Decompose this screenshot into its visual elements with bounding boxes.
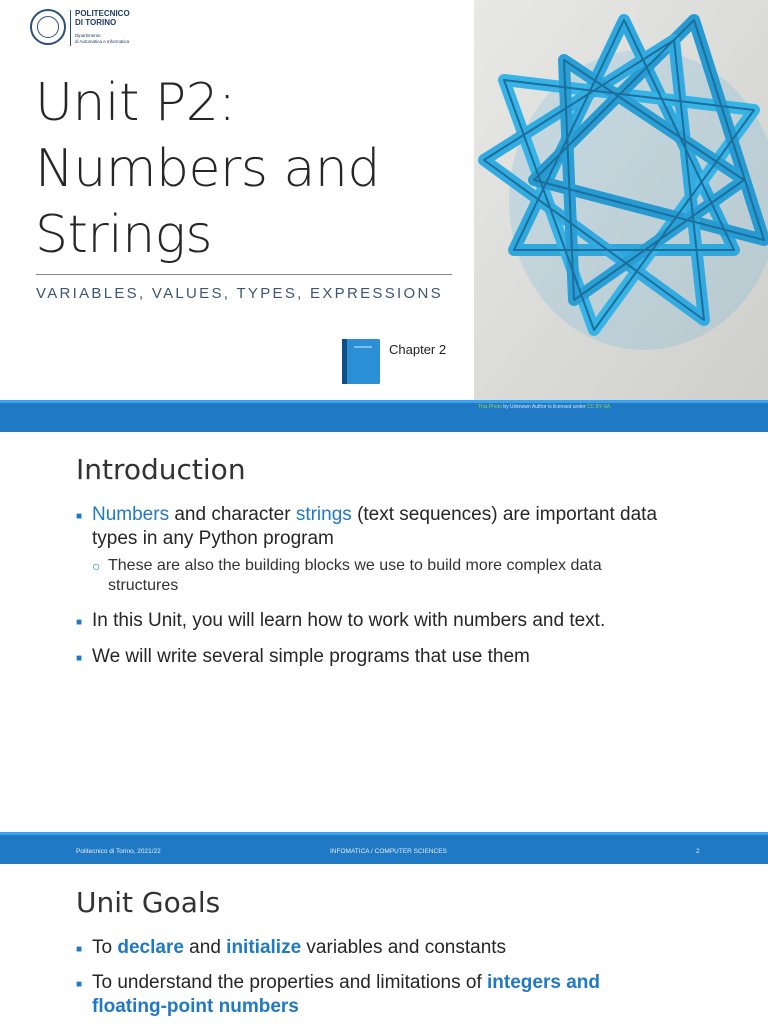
title-slide-band bbox=[0, 400, 768, 432]
title-line: Strings bbox=[35, 205, 212, 265]
introduction-title: Introduction bbox=[76, 453, 246, 486]
bullet-square-icon: ■ bbox=[76, 944, 83, 955]
footer-institution: Politecnico di Torino, 2021/22 bbox=[76, 848, 161, 855]
bullet-numbers-strings: Numbers and character strings (text sequences) are important data types in any Python program bbox=[92, 504, 658, 549]
goal-numbers: To understand the properties and limitations of integers and floating-point numbers bbox=[92, 972, 600, 1017]
book-icon[interactable] bbox=[340, 337, 382, 386]
origami-stellation-photo bbox=[474, 0, 768, 400]
title-divider bbox=[36, 274, 452, 275]
photo-link[interactable]: This Photo bbox=[478, 404, 502, 410]
license-link[interactable]: CC BY-SA bbox=[586, 404, 611, 410]
footer-course: INFOMATICA / COMPUTER SCIENCES bbox=[330, 848, 447, 855]
sub-bullet-building-blocks: These are also the building blocks we use to build more complex data structures bbox=[108, 557, 602, 594]
bullet-programs: We will write several simple programs that use them bbox=[92, 646, 530, 667]
footer-highlight bbox=[0, 832, 768, 835]
sub-bullet-circle-icon: ○ bbox=[92, 558, 101, 574]
bullet-square-icon: ■ bbox=[76, 617, 83, 628]
title-line: Numbers and bbox=[35, 139, 380, 199]
bullet-square-icon: ■ bbox=[76, 653, 83, 664]
bullet-square-icon: ■ bbox=[76, 979, 83, 990]
unit-goals-title: Unit Goals bbox=[76, 886, 221, 919]
university-name: POLITECNICO DI TORINO bbox=[75, 9, 130, 27]
bullet-square-icon: ■ bbox=[76, 511, 83, 522]
photo-attribution: This Photo by Unknown Author is licensed under CC BY-SA bbox=[478, 404, 611, 410]
title-line: Unit P2: bbox=[35, 73, 236, 133]
footer-page-number: 2 bbox=[696, 848, 700, 855]
logo-divider bbox=[70, 10, 71, 46]
slide-subtitle: VARIABLES, VALUES, TYPES, EXPRESSIONS bbox=[36, 285, 443, 302]
chapter-reference: Chapter 2 bbox=[389, 342, 447, 357]
slide-title bbox=[35, 70, 465, 268]
bullet-learn: In this Unit, you will learn how to work with numbers and text. bbox=[92, 610, 606, 631]
goal-declare: To declare and initialize variables and constants bbox=[92, 937, 507, 958]
university-seal-logo bbox=[30, 9, 66, 45]
band-highlight bbox=[0, 400, 768, 403]
department-name: Dipartimento di Automatica e Informatica bbox=[75, 33, 130, 44]
